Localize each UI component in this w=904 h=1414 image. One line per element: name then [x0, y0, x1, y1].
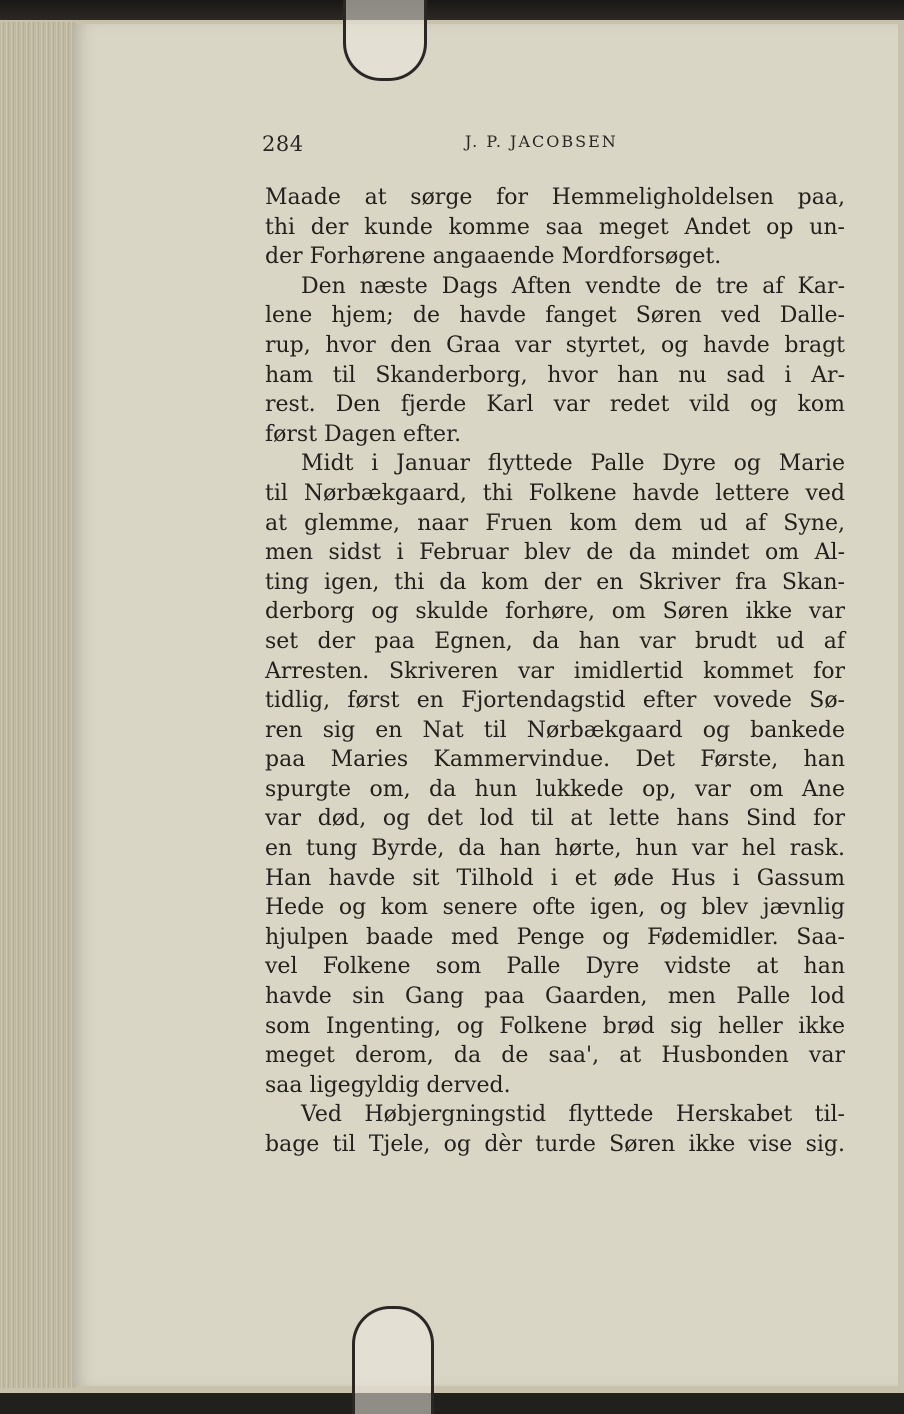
text-line: først Dagen efter. — [265, 421, 462, 447]
text-line: derborg og skulde forhøre, om Søren ikke var — [265, 599, 845, 625]
text-line: at glemme, naar Fruen kom dem ud af Syne, — [265, 510, 845, 536]
page-clip-bottom — [352, 1306, 434, 1414]
text-line: Ved Høbjergningstid flyttede Herskabet til- — [301, 1102, 845, 1128]
text-line: meget derom, da de saa', at Husbonden var — [265, 1043, 845, 1069]
text-line: Hede og kom senere ofte igen, og blev jævnlig — [265, 895, 845, 921]
text-line: Maade at sørge for Hemmeligholdelsen paa, — [265, 185, 845, 210]
page-edges — [0, 22, 76, 1388]
text-line: ting igen, thi da kom der en Skriver fra Skan- — [265, 569, 845, 595]
text-line: vel Folkene som Palle Dyre vidste at han — [265, 954, 845, 980]
text-line: som Ingenting, og Folkene brød sig heller ikke — [265, 1013, 845, 1039]
text-line: men sidst i Februar blev de da mindet om Al- — [265, 540, 845, 566]
text-line: ham til Skanderborg, hvor han nu sad i Ar- — [265, 362, 845, 388]
text-line: Han havde sit Tilhold i et øde Hus i Gassum — [265, 865, 845, 891]
text-line: Midt i Januar flyttede Palle Dyre og Marie — [301, 451, 845, 477]
text-line: rup, hvor den Graa var styrtet, og havde bragt — [265, 332, 845, 358]
top-binding-strip — [0, 0, 904, 20]
text-line: ren sig en Nat til Nørbækgaard og bankede — [265, 717, 845, 743]
text-line: saa ligegyldig derved. — [265, 1072, 511, 1098]
text-line: lene hjem; de havde fanget Søren ved Dalle- — [265, 303, 845, 329]
running-head: J. P. JACOBSEN — [465, 132, 618, 151]
text-line: spurgte om, da hun lukkede op, var om Ane — [265, 776, 845, 802]
body-text — [265, 183, 845, 1160]
text-line: hjulpen baade med Penge og Fødemidler. Saa- — [265, 924, 845, 950]
text-line: en tung Byrde, da han hørte, hun var hel rask. — [265, 836, 845, 862]
text-line: til Nørbækgaard, thi Folkene havde lettere ved — [265, 480, 845, 506]
text-line: Den næste Dags Aften vendte de tre af Kar- — [301, 273, 845, 299]
page-clip-top — [343, 0, 427, 81]
text-line: tidlig, først en Fjortendagstid efter vovede Sø- — [265, 688, 845, 714]
page-number: 284 — [262, 132, 304, 156]
text-line: var død, og det lod til at lette hans Sind for — [265, 806, 845, 832]
page-header — [262, 126, 842, 160]
text-line: der Forhørene angaaende Mordforsøget. — [265, 244, 722, 270]
text-line: thi der kunde komme saa meget Andet op un- — [265, 214, 845, 240]
text-line: havde sin Gang paa Gaarden, men Palle lod — [265, 984, 845, 1010]
text-line: rest. Den fjerde Karl var redet vild og kom — [265, 392, 845, 418]
text-line: bage til Tjele, og dèr turde Søren ikke vise sig. — [265, 1132, 845, 1157]
text-line: set der paa Egnen, da han var brudt ud af — [265, 628, 845, 654]
text-line: paa Maries Kammervindue. Det Første, han — [265, 747, 845, 773]
text-line: Arresten. Skriveren var imidlertid kommet for — [265, 658, 845, 684]
